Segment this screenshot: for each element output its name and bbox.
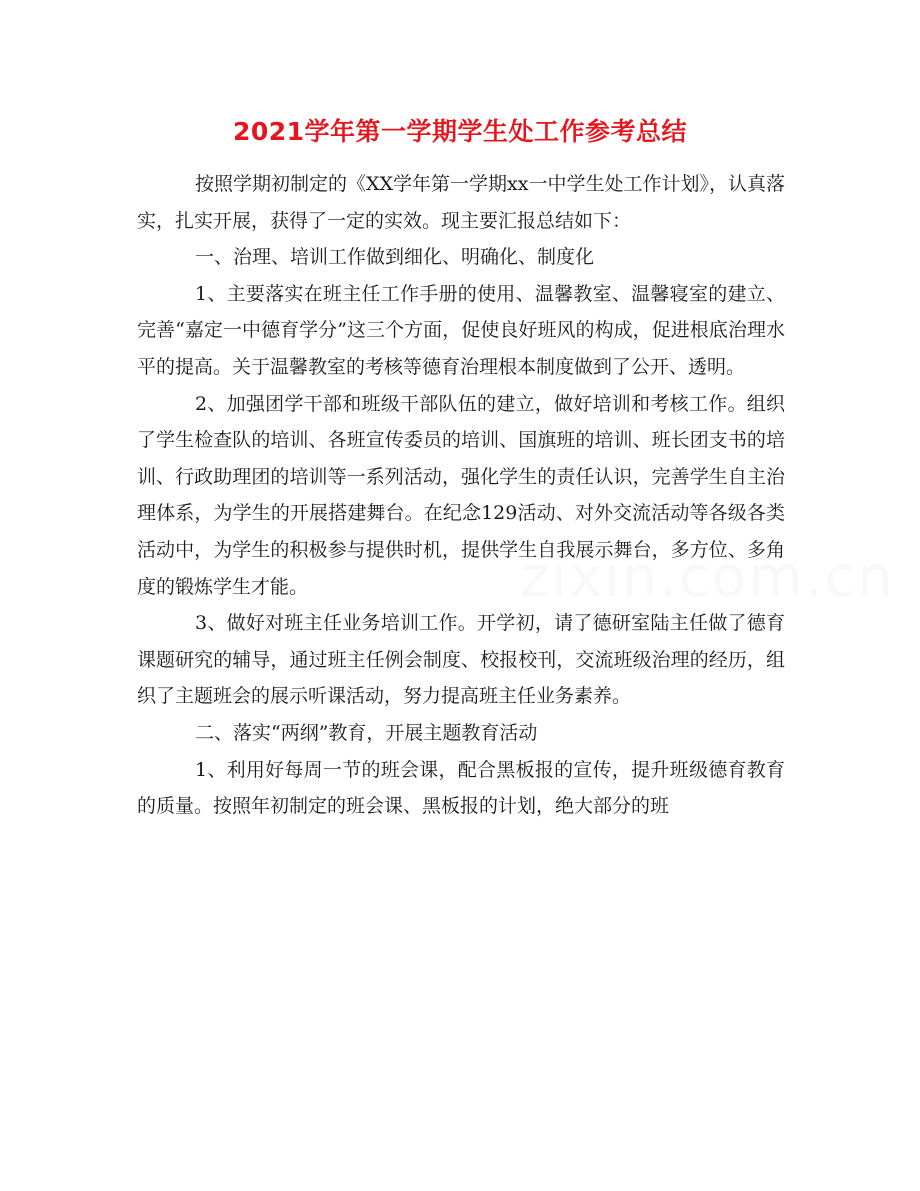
watermark: zixin.com.cn [520,545,895,610]
paragraph-1-1: 1、主要落实在班主任工作手册的使用、温馨教室、温馨寝室的建立、完善“嘉定一中德育学分”这三个方面，促使良好班风的构成，促进根底治理水平的提高。关于温馨教室的考核等德育治理根本制度做到了公开、透明。 [137,282,785,378]
paragraph-1-2: 2、加强团学干部和班级干部队伍的建立，做好培训和考核工作。组织了学生检查队的培训、各班宣传委员的培训、国旗班的培训、班长团支书的培训、行政助理团的培训等一系列活动，强化学生的责任认识，完善学生自主治理体系，为学生的开展搭建舞台。在纪念129活动、对外交流活动等各级各类活动中，为学生的积极参与提供时机，提供学生自我展示舞台，多方位、多角度的锻炼学生才能。 [137,392,785,598]
paragraph-intro: 按照学期初制定的《XX学年第一学期xx一中学生处工作计划》，认真落实，扎实开展，获得了一定的实效。现主要汇报总结如下： [137,173,785,232]
section-heading-2: 二、落实“两纲”教育，开展主题教育活动 [195,721,538,744]
document-title: 2021学年第一学期学生处工作参考总结 [232,117,688,146]
paragraph-2-1: 1、利用好每周一节的班会课，配合黑板报的宣传，提升班级德育教育的质量。按照年初制定的班会课、黑板报的计划，绝大部分的班 [137,758,785,818]
document-body [137,166,895,825]
section-heading-1: 一、治理、培训工作做到细化、明确化、制度化 [195,246,595,269]
paragraph-1-3: 3、做好对班主任业务培训工作。开学初，请了德研室陆主任做了德育课题研究的辅导，通过班主任例会制度、校报校刊，交流班级治理的经历，组织了主题班会的展示听课活动，努力提高班主任业务素养。 [137,612,785,708]
